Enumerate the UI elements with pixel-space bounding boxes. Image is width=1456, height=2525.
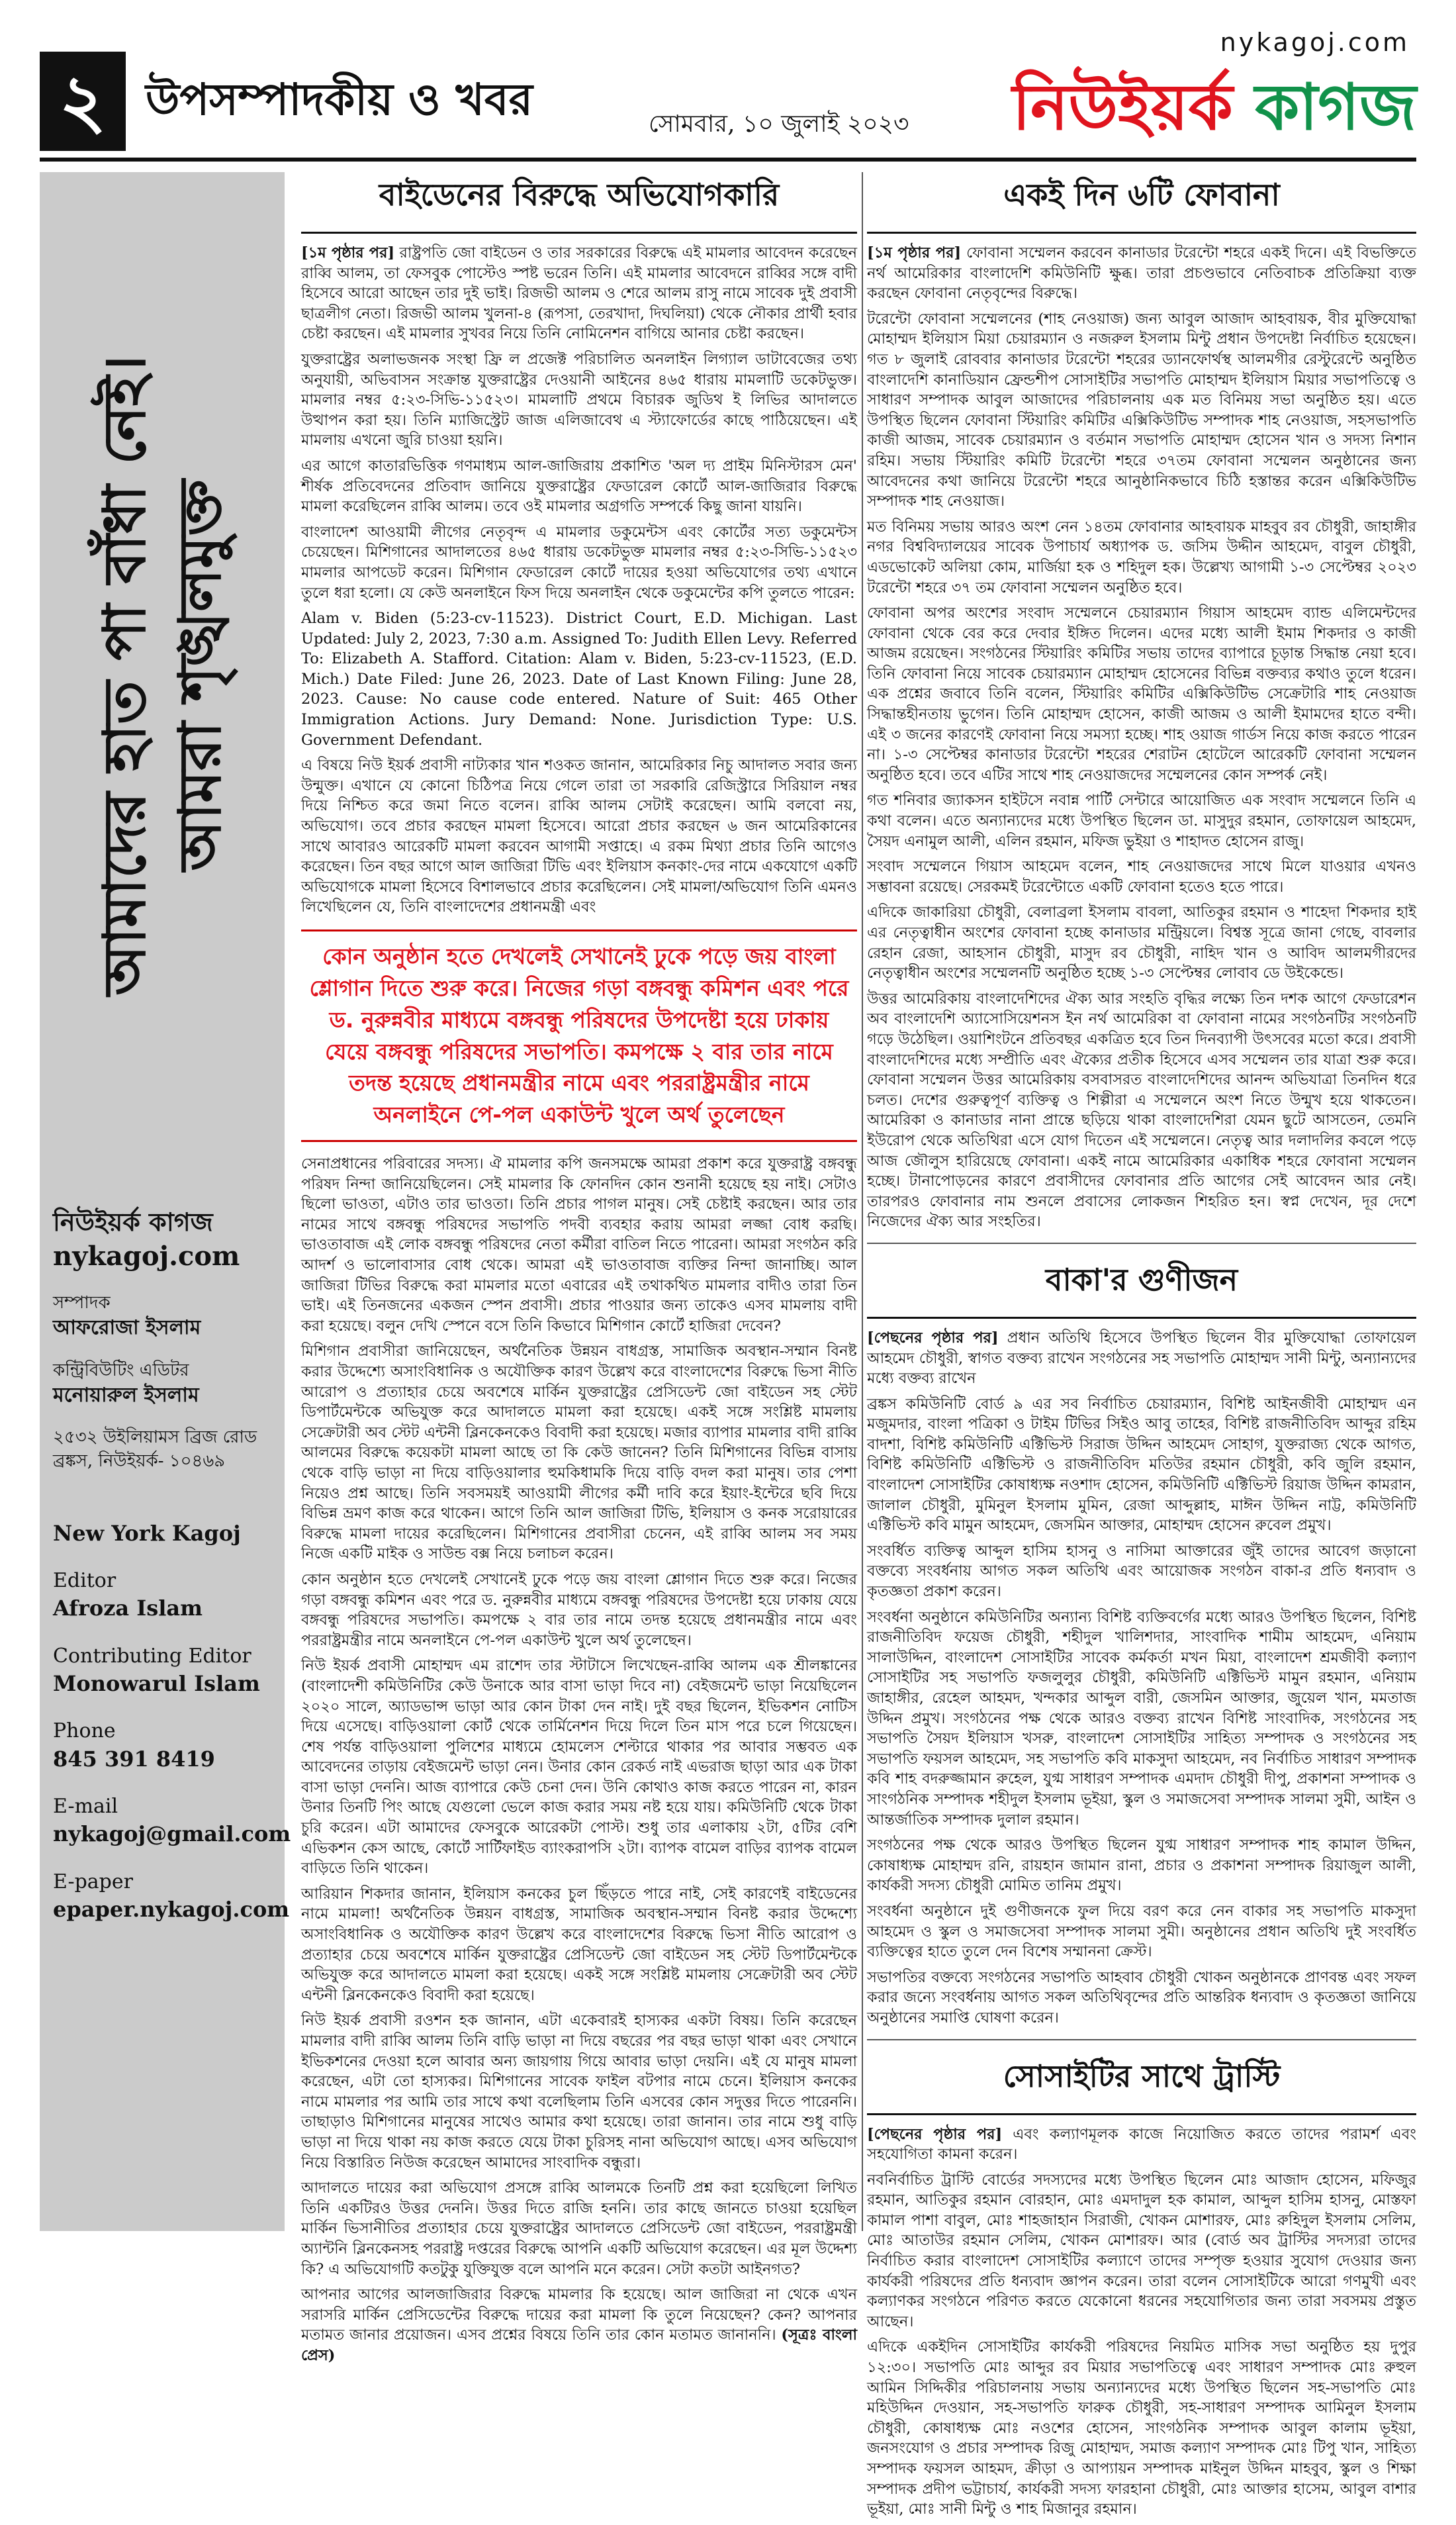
pull-quote: কোন অনুষ্ঠান হতে দেখলেই সেখানেই ঢুকে পড়ে জয় বাংলা শ্লোগান দিতে শুরু করে। নিজের গড়া বঙ্গবন্ধু কমিশন এবং পরে ড. নুরুন্নবীর মাধ্যমে বঙ্গবন্ধু পরিষদের উপদেষ্টা হয়ে ঢাকায় যেয়ে বঙ্গবন্ধু পরিষদের সভাপতি। কমপক্ষে ২ বার তার নামে তদন্ত হয়েছে প্রধানমন্ত্রীর নামে এবং পররাষ্ট্রমন্ত্রীর নামে অনলাইনে পে-পল একাউন্ট খুলে অর্থ তুলেছেন bbox=[301, 929, 857, 1142]
paper-name-en: New York Kagoj bbox=[53, 1520, 241, 1546]
continued-marker: [১ম পৃষ্ঠার পর] bbox=[867, 244, 962, 262]
article-paragraph: সংবাদ সম্মেলনে গিয়াস আহমেদ বলেন, শাহ নেওয়াজদের সাথে মিলে যাওয়ার এখনও সম্ভাবনা রয়েছে। সেরকমই টরেন্টোতে একটি ফোবানা হতেও হতে পারে। bbox=[867, 858, 1416, 896]
headline-rule bbox=[301, 232, 857, 234]
masthead-part2: কাগজ bbox=[1255, 70, 1416, 144]
article-divider bbox=[867, 2039, 1416, 2040]
epaper-url[interactable]: epaper.nykagoj.com bbox=[53, 1897, 290, 1923]
slogan-line-1: আমাদের হাত পা বাঁধা নেই। bbox=[89, 355, 159, 996]
page-number: ২ bbox=[40, 52, 126, 151]
article-headline-trustee: সোসাইটির সাথে ট্রাস্টি bbox=[1003, 2058, 1281, 2094]
article-paragraph: সভাপতির বক্তব্যে সংগঠনের সভাপতি আহবাব চৌধুরী খোকন অনুষ্ঠানকে প্রাণবন্ত এবং সফল করার জন্যে সংবর্ধনায় আগত সকল অতিথিবৃন্দের প্রতি আন্তরিক ধন্যবাদ ও কৃতজ্ঞতা জানিয়ে অনুষ্ঠানের সমাপ্তি ঘোষণা করেন। bbox=[867, 1968, 1416, 2026]
column-divider bbox=[862, 172, 863, 2231]
docket-citation: Alam v. Biden (5:23-cv-11523). District Court, E.D. Michigan. Last Updated: July 2, 2023, 7:30 a.m. Assigned To: Judith Ellen Levy. Referred To: Elizabeth A. Stafford. Citation: Alam v. Biden, 5:23-cv-11523, (E.D. Mich.) Date Filed: June 26, 2023. Date of Last Known Filing: June 28, 2023. Cause: No cause code entered. Nature of Suit: 465 Other Immigration Actions. Jury Demand: None. Jurisdiction Type: U.S. Government Defendant. bbox=[301, 610, 857, 749]
article-paragraph: সংবর্ধনা অনুষ্ঠানে দুই গুণীজনকে ফুল দিয়ে বরণ করে নেন বাকার সহ সভাপতি মাকসুদা আহমেদ ও স্কুল ও সমাজসেবা সম্পাদক সালমা সুমী। অনুষ্ঠানের প্রধান অতিথি দুই সংবর্ধিত ব্যক্তিত্বের হাতে তুলে দেন বিশেষ সম্মাননা ক্রেস্ট। bbox=[867, 1902, 1416, 1961]
header-divider bbox=[40, 158, 1416, 162]
continued-marker: [পেছনের পৃষ্ঠার পর] bbox=[867, 1329, 999, 1347]
article-headline-fobana: একই দিন ৬টি ফোবানা bbox=[1003, 177, 1280, 213]
section-title: উপসম্পাদকীয় ও খবর bbox=[146, 73, 533, 125]
article-paragraph: গত শনিবার জ্যাকসন হাইটসে নবান্ন পার্টি সেন্টারে আয়োজিত এক সংবাদ সম্মেলনে তিনি এ কথা বলেন। এতে অন্যান্যদের মধ্যে উপস্থিত ছিলেন ডা. মাসুদুর রহমান, তোফায়েল আহমেদ, সৈয়দ এনামুল আলী, এলিন রহমান, মফিজ ভুইয়া ও শাহাদত হোসেন রাজু। bbox=[867, 792, 1416, 850]
editor-label: সম্পাদক bbox=[53, 1293, 111, 1313]
en-editor-name: Afroza Islam bbox=[53, 1596, 203, 1621]
article-paragraph: সংগঠনের পক্ষ থেকে আরও উপস্থিত ছিলেন যুগ্ম সাধারণ সম্পাদক শাহ কামাল উদ্দিন, কোষাধ্যক্ষ মোহাম্মদ রনি, রায়হান জামান রানা, প্রচার ও প্রকাশনা সম্পাদক রিয়াজুল আলী, কার্যকরী সদস্য চৌধুরী মোমিত তানিম প্রমুখ। bbox=[867, 1836, 1416, 1895]
article-paragraph: সংবর্ধনা অনুষ্ঠানে কমিউনিটির অন্যান্য বিশিষ্ট ব্যক্তিবর্গের মধ্যে আরও উপস্থিত ছিলেন, বিশিষ্ট রাজনীতিবিদ ফয়েজ চৌধুরী, শহীদুল খালিশদার, সাংবাদিক শামীম আহমেদ, এনিয়াম সালাউদ্দিন, বাংলাদেশ সোসাইটির সাবেক কর্মকর্তা মখন মিয়া, বাংলাদেশ শ্রমজীবী কল্যাণ সোসাইটির সহ সভাপতি ফজলুলুর চৌধুরী, কমিউনিটি এক্টিভিস্ট মামুন রহমান, এনিয়াম জাহাঙ্গীর, রেহেল আহমদ, খন্দকার আব্দুল বারী, জেসমিন আক্তার, জুয়েল খান, মমতাজ উদ্দিন প্রমুখ। সংগঠনের পক্ষ থেকে আরও বক্তব্য রাখেন বিশিষ্ট সাংবাদিক, সংগঠনের সহ সভাপতি সৈয়দ ইলিয়াস খসরু, বাংলাদেশ সোসাইটির সাহিত্য সম্পাদক ও সংগঠনের সহ সভাপতি ফয়সল আহমেদ, সহ সভাপতি কবি মাকসুদা আহমেদ, নব নির্বাচিত সাধারণ সম্পাদক কবি শাহ বদরুজ্জামান রুহেল, যুগ্ম সাধারণ সম্পাদক এমদাদ চৌধুরী দীপু, প্রকাশনা সম্পাদক ও সাংগঠনিক সম্পাদক শহীদুল ইসলাম ভূইয়া, স্কুল ও সমাজসেবা সম্পাদক সালমা সুমী, আইন ও আন্তর্জাতিক সম্পাদক দুলাল রহমান। bbox=[867, 1608, 1416, 1829]
article-paragraph: উত্তর আমেরিকায় বাংলাদেশিদের ঐক্য আর সংহতি বৃদ্ধির লক্ষ্যে তিন দশক আগে ফেডারেশন অব বাংলাদেশি অ্যাসোসিয়েশনস ইন নর্থ আমেরিকা বা ফোবানা নামের সংগঠনটির সংগঠনটি গড়ে উঠেছিল। ওয়াশিংটনে প্রতিবছর একত্রিত হবে তিন দিনব্যাপী উৎসবের মতো করে। প্রবাসী বাংলাদেশিদের মধ্যে সম্প্রীতি এবং ঐক্যের প্রতীক হিসেবে এসব সম্মেলন তার যাত্রা শুরু করে। ফোবানা সম্মেলন উত্তর আমেরিকায় বসবাসরত বাংলাদেশিদের আনন্দ অভিযাত্রা তিনদিন ধরে চলত। দেশের গুরুত্বপূর্ণ ব্যক্তিত্ব ও শিল্পীরা এ সম্মেলনে অংশ নিতে উন্মুখ হয়ে থাকতেন। আমেরিকা ও কানাডার নানা প্রান্তে ছড়িয়ে থাকা বাংলাদেশিরা যেমন ছুটে আসতেন, তেমনি ইউরোপ থেকে অতিথিরা এসে যোগ দিতেন এই সম্মেলনে। নেতৃত্ব আর দলাদলির কবলে পড়ে আজ জৌলুস হারিয়েছে ফোবানা। একই নামে আমেরিকার একাধিক শহরে ফোবানা সম্মেলন হচ্ছে। টানাপোড়নের কারণে প্রবাসীদের ফোবানার প্রতি আগের সেই আবেদন আর নেই। তারপরও ফোবানার নাম শুনলে প্রবাসের লোকজন শিহরিত হন। স্বপ্ন দেখেন, দূর দেশে নিজেদের ঐক্য আর সংহতির। bbox=[867, 990, 1416, 1231]
headline-rule bbox=[867, 2113, 1416, 2115]
article-paragraph: বাংলাদেশ আওয়ামী লীগের নেতৃবৃন্দ এ মামলার ডকুমেন্টস এবং কোর্টের সত্য ডকুমেন্টস চেয়েছেন। মিশিগানের আদালতের ৪৬৫ ধারায় ডকেটভুক্ত মামলার নম্বর ৫:২৩-সিভি-১১৫২৩ মামলার আপডেট করেন। মিশিগান ফেডারেল কোর্টে দায়ের হওয়া অভিযোগের তথ্য এখানে তুলে ধরা হলো। যে কেউ অনলাইনে ফিস দিয়ে অনলাইন থেকে ডকুমেন্টের কপি তুলতে পারেন: bbox=[301, 523, 857, 602]
phone-label: Phone bbox=[53, 1719, 116, 1743]
paper-name-bn: নিউইয়র্ক কাগজ bbox=[53, 1207, 213, 1237]
imprint bbox=[53, 1205, 291, 1924]
article-biden-complaint bbox=[301, 172, 857, 2371]
article-paragraph: নবনির্বাচিত ট্রাস্টি বোর্ডের সদস্যদের মধ্যে উপস্থিত ছিলেন মোঃ আজাদ হোসেন, মফিজুর রহমান, আতিকুর রহমান বোরহান, মোঃ এমদাদুল হক কামাল, আব্দুল হাসিম হাসনু, মোস্তফা কামাল পাশা বাবুল, মোঃ শাহজাহান সিরাজী, খোকন মোশারফ, মোঃ রুহিদুল ইসলাম সেলিম, মোঃ আতাউর রহমান সেলিম, খোকন মোশারফ। আর (বোর্ড অব ট্রাস্টির সদস্যরা তাদের নির্বাচিত করার বাংলাদেশ সোসাইটির কল্যাণে তাদের সম্পৃক্ত হওয়ার সুযোগ দেওয়ার জন্য কার্যকরী পরিষদের প্রতি ধন্যবাদ জ্ঞাপন করেন। তারা বলেন সোসাইটিকে আরো গণমুখী এবং কল্যাণকর সংগঠনে পরিণত করতে যেকোনো ধরনের সহযোগিতার জন্য তারা সবসময় প্রস্তুত আছেন। bbox=[867, 2171, 1416, 2330]
article-headline-baka: বাকা'র গুণীজন bbox=[1045, 1261, 1238, 1298]
article-headline: বাইডেনের বিরুদ্ধে অভিযোগকারি bbox=[379, 177, 780, 213]
vertical-slogan bbox=[40, 172, 285, 1198]
source-credit: (সূত্রঃ বাংলা প্রেস) bbox=[301, 2326, 857, 2364]
contrib-editor-name: মনোয়ারুল ইসলাম bbox=[53, 1383, 199, 1407]
article-paragraph: আদালতে দায়ের করা অভিযোগ প্রসঙ্গে রাব্বি আলমকে তিনটি প্রশ্ন করা হয়েছিলো লিখিত তিনি একটিরও উত্তর দেননি। উত্তর দিতে রাজি হননি। তার কাছে জানতে চাওয়া হয়েছিল মার্কিন ভিসানীতির প্রত্যাহার চেয়ে যুক্তরাষ্ট্রের আদালতে প্রেসিডেন্ট জো বাইডেন, পররাষ্ট্রমন্ত্রী অ্যান্টনি ব্লিনকেনসহ পররাষ্ট্র দপ্তরের বিরুদ্ধে আপনি একটি অভিযোগ করেছেন। এর মূল উদ্দেশ্য কি? এ অভিযোগটি কতটুকু যুক্তিযুক্ত বলে আপনি মনে করেন। সেটা কতটা আইনগত? bbox=[301, 2179, 857, 2278]
article-paragraph: আপনার আগের আলজাজিরার বিরুদ্ধে মামলার কি হয়েছে। আল জাজিরা না থেকে এখন সরাসরি মার্কিন প্রেসিডেন্টের বিরুদ্ধে দায়ের করা মামলা কি তুলে নিয়েছেন? কেন? আপনার মতামত জানার প্রয়োজন। এসব প্রশ্নের বিষয়ে তিনি তার কোন মতামত জানাননি। (সূত্রঃ বাংলা প্রেস) bbox=[301, 2286, 857, 2364]
article-paragraph: এদিকে একইদিন সোসাইটির কার্যকরী পরিষদের নিয়মিত মাসিক সভা অনুষ্ঠিত হয় দুপুর ১২:৩০। সভাপতি মোঃ আব্দুর রব মিয়ার সভাপতিত্বে এবং সাধারণ সম্পাদক মোঃ রুহুল আমিন সিদ্দিকীর পরিচালনায় সভায় অন্যান্যদের মধ্যে উপস্থিত ছিলেন সহ-সভাপতি মোঃ মহিউদ্দিন দেওয়ান, সহ-সভাপতি ফারুক চৌধুরী, সহ-সাধারণ সম্পাদক আমিনুল ইসলাম চৌধুরী, কোষাধ্যক্ষ মোঃ নওশের হোসেন, সাংগঠনিক সম্পাদক আবুল কালাম ভূইয়া, জনসংযোগ ও প্রচার সম্পাদক রিজু মোহাম্মদ, সমাজ কল্যাণ সম্পাদক মোঃ টিপু খান, সাহিত্য সম্পাদক ফয়সল আহমদ, ক্রীড়া ও আপ্যায়ন সম্পাদক মাইনুল উদ্দিন মাহবুব, স্কুল ও শিক্ষা সম্পাদক প্রদীপ ভট্টাচার্য, কার্যকরী সদস্য ফারহানা চৌধুরী, মোঃ আক্তার হাসেম, আবুল বাশার ভূইয়া, মোঃ সানী মিন্টু ও শাহ মিজানুর রহমান। bbox=[867, 2338, 1416, 2518]
article-paragraph: মত বিনিময় সভায় আরও অংশ নেন ১৪তম ফোবানার আহবায়ক মাহবুব রব চৌধুরী, জাহাঙ্গীর নগর বিশ্ববিদ্যালয়ের সাবেক উপাচার্য অধ্যাপক ড. জসিম উদ্দীন আহমেদ, বাবুল চৌধুরী, এডভোকেট অলিয়া কোম, মার্জিয়া হক ও শহিদুল হক। উল্লেখ্য আগামী ১-৩ সেপ্টেম্বর ২০২৩ টরেন্টো শহরে ৩৭ তম ফোবানা সম্মেলন অনুষ্ঠিত হবে। bbox=[867, 518, 1416, 596]
article-paragraph: টরেন্টো ফোবানা সম্মেলনের (শাহ নেওয়াজ) জন্য আবুল আজাদ আহবায়ক, বীর মুক্তিযোদ্ধা মোহাম্মদ ইলিয়াস মিয়া চেয়ারম্যান ও নজরুল ইসলাম মিন্টু প্রধান উপদেষ্টা নির্বাচিত হয়েছেন। গত ৮ জুলাই রোববার কানাডার টরেন্টো শহরের ড্যানফোর্থস্থ আলমগীর রেস্টুরেন্টে অনুষ্ঠিত বাংলাদেশি কানাডিয়ান ফ্রেন্ডশীপ সোসাইটির সভাপতি মোহাম্মদ ইলিয়াস মিয়ার সভাপতিত্বে ও সাধারণ সম্পাদক আবুল আজাদের পরিচালনায় এক মত বিনিময় সভা অনুষ্ঠিত হয়। এতে উপস্থিত ছিলেন ফোবানা স্টিয়ারিং কমিটির এক্সিকিউটিভ সম্পাদক শাহ নেওয়াজ, সহসভাপতি কাজী আজম, সাবেক চেয়ারম্যান ও বর্তমান সভাপতি মোহাম্মদ হোসেন খান ও সদস্য নিশান রহিম। সভায় স্টিয়ারিং কমিটি টরেন্টো শহরে ৩৭তম ফোবানা সম্মেলন অনুষ্ঠানের জন্য আবেদনের কথা জানিয়ে টরেন্টো শহরে আনুষ্ঠানিকভাবে চিঠি হস্তান্তর করেন এক্সিকিউটিভ সম্পাদক শাহ নেওয়াজ। bbox=[867, 310, 1416, 510]
email-label: E-mail bbox=[53, 1794, 118, 1818]
masthead-part1: নিউইয়র্ক bbox=[1012, 70, 1233, 144]
article-paragraph: সেনাপ্রধানের পরিবারের সদস্য। ঐ মামলার কপি জনসমক্ষে আমরা প্রকাশ করে যুক্তরাষ্ট্র বঙ্গবন্ধু পরিষদ নিন্দা জানিয়েছিলেন। সেই মামলার কি ফোনদিন কোন শুনানী হয়েছে হয় নাই। সেটাও ছিলো ভাওতা, এটাও তার ভাওতা। তিনি প্রচার পাগল মানুষ। সেই চেষ্টাই করছেন। আর তার নামের সাথে বঙ্গবন্ধু পরিষদের সভাপতি পদবী ব্যবহার করায় আমরা লজ্জা বোধ করছি। ভাওতাবাজ এই লোক বঙ্গবন্ধু পরিষদের নেতা কর্মীরা বাতিল নিতে পারেনা। আমরা সংগঠন করি আদর্শ ও ভালোবাসার বোধ থেকে। আমরা এই ভাওতাবাজ ব্যক্তির নিন্দা জানাচ্ছি। আল জাজিরা টিভির বিরুদ্ধে করা মামলার মতো এবারের এই তথাকথিত মামলার বাদীও তারা তিন ভাই। এই তিনজনের একজন স্পেন প্রবাসী। প্রচার পাওয়ার জন্য তাকেও এসব মামলায় বাদী করা হয়েছে। বলুন দেখি স্পেনে বসে তিনি কিভাবে মিশিগান কোর্টে হাজিরা দেবেন? bbox=[301, 1155, 857, 1335]
article-paragraph: [১ম পৃষ্ঠার পর] রাষ্ট্রপতি জো বাইডেন ও তার সরকারের বিরুদ্ধে এই মামলার আবেদন করেছেন রাব্বি আলম, তা ফেসবুক পোস্টেও স্পষ্ট ভরেন তিনি। এই মামলার আবেদনে রাব্বির সঙ্গে বাদী হিসেবে আরো আছেন তার দুই ভাই। রিজভী আলম ও শেরে আলম রাসু নামে সাবেক দুই প্রবাসী ছাত্রলীগ নেতা। রিজভী আলম খুলনা-৪ (রূপসা, তেরখাদা, দিঘলিয়া) থেকে নৌকার প্রার্থী হবার চেষ্টা করছেন। এই মামলার সুখবর নিয়ে তিনি নোমিনেশন বাগিয়ে আনার চেষ্টা করছেন। bbox=[301, 244, 857, 343]
right-column bbox=[867, 172, 1416, 2525]
headline-rule bbox=[867, 232, 1416, 234]
article-paragraph: [পেছনের পৃষ্ঠার পর] এবং কল্যাণমূলক কাজে নিয়োজিত করতে তাদের পরামর্শ এবং সহযোগিতা কামনা করেন। bbox=[867, 2125, 1416, 2164]
headline-rule bbox=[867, 1317, 1416, 1319]
continued-marker: [১ম পৃষ্ঠার পর] bbox=[301, 244, 395, 262]
article-paragraph: কোন অনুষ্ঠান হতে দেখলেই সেখানেই ঢুকে পড়ে জয় বাংলা শ্লোগান দিতে শুরু করে। নিজের গড়া বঙ্গবন্ধু কমিশন এবং পরে ড. নুরুন্নবীর মাধ্যমে বঙ্গবন্ধু পরিষদের উপদেষ্টা হয়ে ঢাকায় যেয়ে বঙ্গবন্ধু পরিষদের সভাপতি। কমপক্ষে ২ বার তার নামে তদন্ত হয়েছে প্রধানমন্ত্রীর নামে এবং পররাষ্ট্রমন্ত্রীর নামে অনলাইনে পে-পল একাউন্ট খুলে অর্থ তুলেছেন। bbox=[301, 1570, 857, 1649]
article-paragraph: ব্রঙ্কস কমিউনিটি বোর্ড ৯ এর সব নির্বাচিত চেয়ারম্যান, বিশিষ্ট আইনজীবী মোহাম্মদ এন মজুমদার, বাংলা পত্রিকা ও টাইম টিভির সিইও আবু তাহের, বিশিষ্ট রাজনীতিবিদ আব্দুর রহিম বাদশা, বিশিষ্ট কমিউনিটি এক্টিভিস্ট সিরাজ উদ্দিন আহমেদ সোহাগ, যুক্তরাজ্য থেকে আগত, বিশিষ্ট কমিউনিটি এক্টিভিস্ট ও রাজনীতিবিদ মতিউর রহমান চৌধুরী, কবি জুলি রহমান, বাংলাদেশ সোসাইটির কোষাধ্যক্ষ নওশাদ হোসেন, কমিউনিটি এক্টিভিস্ট রিয়াজ উদ্দিন কামরান, জালাল চৌধুরী, মুমিনুল ইসলাম মুমিন, রেজা আব্দুল্লাহ, মাঈন উদ্দিন নাট্ট, কমিউনিটি এক্টিভিস্ট কবি মামুন আহমেদ, জেসমিন আক্তার, মোহাম্মদ হোসেন রুবেল প্রমুখ। bbox=[867, 1395, 1416, 1535]
masthead-logo bbox=[1013, 58, 1416, 165]
article-paragraph: নিউ ইয়র্ক প্রবাসী রওশন হক জানান, এটা একেবারই হাস্যকর একটা বিষয়। তিনি করেছেন মামলার বাদী রাব্বি আলম তিনি বাড়ি ভাড়া না দিয়ে বছরের পর বছর ভাড়া থাকা এবং সেখানে ইভিকশনের দেওয়া হলে আবার অন্য জায়গায় গিয়ে আবার ভাড়া দেয়নি। এই যে মানুষ মামলা করেছেন, এটা তো হাস্যকর। মিশিগানের সাবেক ফাইল বটপার নামে চেনে। ইলিয়াস কনকের নামে মামলার পর আমি তার সাথে কথা বলেছিলাম তিনি এসবের কোন সদুত্তর দিতে পারেননি। তাছাড়াও মিশিগানের মানুষের সাথেও আমার কথা হয়েছে। তারা জানান। তার নামে শুধু বাড়ি ভাড়া না দিয়ে থাকা নয় কাজ করতে যেয়ে টাকা চুরিসহ নানা অভিযোগ আছে। এসব অভিযোগ নিয়ে বিস্তারিত নিউজ করেছেন আমাদের সাংবাদিক বন্ধুরা। bbox=[301, 2012, 857, 2171]
sidebar bbox=[40, 172, 291, 2231]
article-divider bbox=[867, 1243, 1416, 1244]
phone-number[interactable]: 845 391 8419 bbox=[53, 1746, 215, 1772]
article-paragraph: আরিয়ান শিকদার জানান, ইলিয়াস কনকের চুল ছিঁড়তে পারে নাই, সেই কারণেই বাইডেনের নামে মামলা! অর্থনৈতিক উন্নয়ন বাধগ্রস্ত, সামাজিক অবস্থান-সম্মান বিনষ্ট করার উদ্দেশ্যে অসাংবিধানিক ও অযৌক্তিক কারণ উল্লেখ করে বাংলাদেশের বিরুদ্ধে ভিসা নীতি আরোপ ও প্রত্যাহার চেয়ে অবশেষে মার্কিন যুক্তরাষ্ট্রের প্রেসিডেন্ট জো বাইডেন সহ স্টেট ডিপার্টমেন্টকে অভিযুক্ত করে আদালতে মামলা করা হয়েছে। একই সঙ্গে সংশ্লিষ্ট মামলায় সেক্রেটারী অব স্টেট এন্টনী ব্লিনকেনকেও বিবাদী করা হয়েছে। bbox=[301, 1885, 857, 2004]
en-contrib-label: Contributing Editor bbox=[53, 1644, 251, 1668]
issue-date: সোমবার, ১০ জুলাই ২০২৩ bbox=[649, 111, 909, 138]
email-address[interactable]: nykagoj@gmail.com bbox=[53, 1821, 291, 1847]
masthead-url[interactable]: nykagoj.com bbox=[1220, 28, 1410, 57]
contrib-editor-label: কন্ট্রিবিউটিং এডিটর bbox=[53, 1360, 189, 1380]
article-paragraph: নিউ ইয়র্ক প্রবাসী মোহাম্মদ এম রাশেদ তার স্টাটাসে লিখেছেন-রাব্বি আলম এক শ্রীলঙ্কানের (বাংলাদেশী কমিউনিটির কেউ উনাকে আর বাসা ভাড়া দিবে না) বেইজমেন্ট ভাড়া নিয়েছিলেন ২০২০ সালে, অ্যাডভান্স ভাড়া আর কোন টাকা দেন নাই। দুই বছর ছিলেন, ইভিকশন নোটিস দিয়ে এসেছে। বাড়িওয়ালা কোর্ট থেকে তার্মিনেশন দিয়ে দিলে তিন মাস পরে চলে গিয়েছেন। শেষ পর্যন্ত বাড়িওয়ালা পুলিশের মাধ্যমে হোমলেস শেল্টারে থাকার পর আবার সম্ভবত এক আবেদনের তাড়ায় বেইজমেন্ট ভাড়া নেন। উনার কোন রেকর্ড নাই এভরাজ ছাড়া আর এক টাকা বাসা ভাড়া দেননি। আজ ব্যাপারে কেউ চেনা দেন। উনি কোথাও কাজ করতে পারেন না, কারন উনার তিনটি পিং আছে যেগুলো ভেলে কাজ করার সময় নষ্ট হয়ে যায়। কমিউনিটি থেকে টাকা চুরি করেন। এটা আমাদের ফেসবুকে আরেকটা পোস্ট। শুধু তার এলাকায় ২টা, ৫টির বেশি এভিকশন কেস আছে, কোর্টে সার্টিফাইড ব্যাংকরাপসি ২টা। ব্যাপক বামেল বাড়ির ব্যাপক বামেল বাড়িতে তিনি থাকেন। bbox=[301, 1657, 857, 1878]
en-editor-label: Editor bbox=[53, 1568, 116, 1592]
continued-marker: [পেছনের পৃষ্ঠার পর] bbox=[867, 2125, 1003, 2143]
en-contrib-name: Monowarul Islam bbox=[53, 1671, 260, 1697]
article-paragraph: এ বিষয়ে নিউ ইয়র্ক প্রবাসী নাট্যকার খান শওকত জানান, আমেরিকার নিচু আদালত সবার জন্য উন্মুক্ত। এখানে যে কোনো চিঠিপত্র নিয়ে গেলে তারা তা সরকারি রেজিস্ট্রারে সিরিয়াল নম্বর দিয়ে নিশ্চিত করে জমা নিতে বলেন। রাব্বি আলম সেটাই করেছেন। আমি বলবো নয়, অভিযোগ। তবে প্রচার করছেন মামলা হিসেবে। আরো প্রচার করছেন ৬ জন আমেরিকানের সাথে আবারও আরেকটি মামলা করবেন আগামী সপ্তাহে। এ রকম মিথ্যা প্রচার তিনি আগেও করেছেন। তিন বছর আগে আল জাজিরা টিভি এবং ইলিয়াস কনকাং-দের নামে একযোগে একটি অভিযোগকে মামলা হিসেবে বিশালভাবে প্রচার করেছিলেন। সেই মামলা/অভিযোগ তিনি এমনও লিখেছিলেন যে, তিনি বাংলাদেশের প্রধানমন্ত্রী এবং bbox=[301, 757, 857, 916]
article-paragraph: ফোবানা অপর অংশের সংবাদ সম্মেলনে চেয়ারম্যান গিয়াস আহমেদ ব্যান্ড এলিমেন্টদের ফোবানা থেকে বের করে দেবার ইঙ্গিত দিলেন। এদের মধ্যে আলী ইমাম শিকদার ও কাজী আজম রয়েছেন। সংগঠনের স্টিয়ারিং কমিটির সভায় তাদের ব্যাপারে চূড়ান্ত সিদ্ধান্ত নেয়া হবে। তিনি ফোবানা নিয়ে সাবেক চেয়ারম্যান মোহাম্মদ হোসেনের বিভিন্ন বক্তব্যর কথাও তুলে ধরেন। এক প্রশ্নের জবাবে তিনি বলেন, স্টিয়ারিং কমিটির এক্সিকিউটিভ সেক্রেটারি শাহ নেওয়াজ সিদ্ধান্তহীনতায় ভুগেন। তিনি মোহাম্মদ হোসেন, কাজী আজম ও আলী ইমামদের হাতে বন্দী। এই ৩ জনের কারণেই ফোবানা নিয়ে সমস্যা হচ্ছে। শাহ ওয়াজ গার্ডস নিয়ে কাজ করতে পারেন না। ১-৩ সেপ্টেম্বর কানাডার টরেন্টো শহরের শেরাটন হোটেলে আরেকটি ফোবানা সম্মেলন অনুষ্ঠিত হবে। তবে এটির সাথে শাহ নেওয়াজদের সম্মেলনের কোন সম্পর্ক নেই। bbox=[867, 604, 1416, 784]
paper-url[interactable]: nykagoj.com bbox=[53, 1241, 240, 1272]
page-header bbox=[40, 26, 1416, 166]
article-paragraph: এর আগে কাতারভিত্তিক গণমাধ্যম আল-জাজিরায় প্রকাশিত 'অল দ্য প্রাইম মিনিস্টারস মেন' শীর্ষক প্রতিবেদনের প্রতিবাদ জানিয়ে যুক্তরাষ্ট্রের ফেডারেল কোর্টে আল-জাজিরার বিরুদ্ধে মামলা করেছিলেন রাব্বি আলম। তবে ওই মামলার অগ্রগতি সম্পর্কে কিছু জানা যায়নি। bbox=[301, 457, 857, 516]
article-paragraph: এদিকে জাকারিয়া চৌধুরী, বেলাব্রলা ইসলাম বাবলা, আতিকুর রহমান ও শাহেদা শিকদার হাই এর নেতৃত্বাধীন অংশের ফোবানা হচ্ছে কানাডার মন্ট্রিয়লে। বিশ্বস্ত সূত্রে জানা গেছে, বাবলার রেহান রেজা, আহসান চৌধুরী, মাসুদ রব চৌধুরী, নাহিদ খান ও আবিদ আলমগীরদের নেতৃত্বাধীন অংশের সম্মেলনটি অনুষ্ঠিত হচ্ছে ১-৩ সেপ্টেম্বর লোবাব ডে উইকেন্ডে। bbox=[867, 904, 1416, 982]
epaper-label: E-paper bbox=[53, 1870, 133, 1893]
article-paragraph: যুক্তরাষ্ট্রের অলাভজনক সংস্থা ফ্রি ল প্রজেক্ট পরিচালিত অনলাইন লিগ্যাল ডাটাবেজের তথ্য অনুযায়ী, অভিবাসন সংক্রান্ত যুক্তরাষ্ট্রের দেওয়ানী আইনের ৪৬৫ ধারায় মামলাটি ডকেটভুক্ত। মামলার নম্বর ৫:২৩-সিভি-১১৫২৩। মামলাটি প্রথমে বিচারক জুডিথ ই লিভির আদালতে উত্থাপন করা হয়। তিনি ম্যাজিস্ট্রেট জাজ এলিজাবেথ এ স্ট্যাফোর্ডের কাছে পাঠিয়েছেন। এই মামলায় এখনো জুরি চাওয়া হয়নি। bbox=[301, 350, 857, 450]
article-paragraph: [১ম পৃষ্ঠার পর] ফোবানা সম্মেলন করবেন কানাডার টরেন্টো শহরে একই দিনে। এই বিভক্তিতে নর্থ আমেরিকার বাংলাদেশি কমিউনিটি ক্ষুব্ধ। তারা প্রচণ্ডভাবে নেতিবাচক প্রতিক্রিয়া ব্যক্ত করছেন ফোবানা নেতৃবৃন্দের বিরুদ্ধে। bbox=[867, 244, 1416, 303]
article-paragraph: সংবর্ধিত ব্যক্তিত্ব আব্দুল হাসিম হাসনু ও নাসিমা আক্তারের জুঁই তাদের আবেগ জড়ানো বক্তব্যে সংবর্ধনায় আগত সকল অতিথি এবং আয়োজক সংগঠন বাকা-র প্রতি ধন্যবাদ ও কৃতজ্ঞতা প্রকাশ করেন। bbox=[867, 1542, 1416, 1601]
editor-name: আফরোজা ইসলাম bbox=[53, 1316, 201, 1340]
slogan-line-2: আমরা শৃঙ্খলমুক্ত bbox=[165, 479, 234, 871]
address: ২৫৩২ উইলিয়ামস ব্রিজ রোড ব্রঙ্কস, নিউইয়র্ক- ১০৪৬৯ bbox=[53, 1427, 257, 1471]
article-paragraph: মিশিগান প্রবাসীরা জানিয়েছেন, অর্থনৈতিক উন্নয়ন বাধগ্রস্ত, সামাজিক অবস্থান-সম্মান বিনষ্ট করার উদ্দেশ্যে অসাংবিধানিক ও অযৌক্তিক কারণ উল্লেখ করে বাংলাদেশের বিরুদ্ধে ভিসা নীতি আরোপ ও প্রত্যাহার চেয়ে অবশেষে মার্কিন যুক্তরাষ্ট্রের প্রেসিডেন্ট জো বাইডেন সহ স্টেট ডিপার্টমেন্টকে অভিযুক্ত করে আদালতে মামলা করা হয়েছে। একই সঙ্গে সংশ্লিষ্ট মামলায় সেক্রেটারী অব স্টেট এন্টনী ব্লিনকেনকেও বিবাদী করা হয়েছে। মজার ব্যাপার মামলার বাদী রাব্বি আলমের বিরুদ্ধে কয়েকটা মামলা আছে তা কি কেউ জানেন? তিনি মিশিগানের বিভিন্ন বাসায় থেকে বাড়ি ভাড়া না দিয়ে বাড়িওয়ালার হুমকিধামকি দিয়ে বাড়ি বদল করা মানুষ। তার পেশা নিয়েও প্রশ্ন আছে। তিনি সবসময়ই আওয়ামী লীগের কর্মী দাবি করে ইয়াং-ইন্টেরে ছবি দিয়ে বিভিন্ন ভ্রমণ কাজ করে থাকেন। আগে তিনি আল জাজিরা টিভি, ইলিয়াস ও কনক সরোয়ারের বিরুদ্ধে মামলা দায়ের করেছিলেন। মিশিগানের প্রবাসীরা চেনেন, এই রাব্বি আলম সব সময় নিজে একটি মাইক ও সাউন্ড বক্স নিয়ে চলাচল করেন। bbox=[301, 1343, 857, 1563]
article-paragraph: [পেছনের পৃষ্ঠার পর] প্রধান অতিথি হিসেবে উপস্থিত ছিলেন বীর মুক্তিযোদ্ধা তোফায়েল আহমেদ চৌধুরী, স্বাগত বক্তব্য রাখেন সংগঠনের সহ সভাপতি মোহাম্মদ সানী মিন্টু, অন্যান্যদের মধ্যে বক্তব্য রাখেন bbox=[867, 1329, 1417, 1388]
